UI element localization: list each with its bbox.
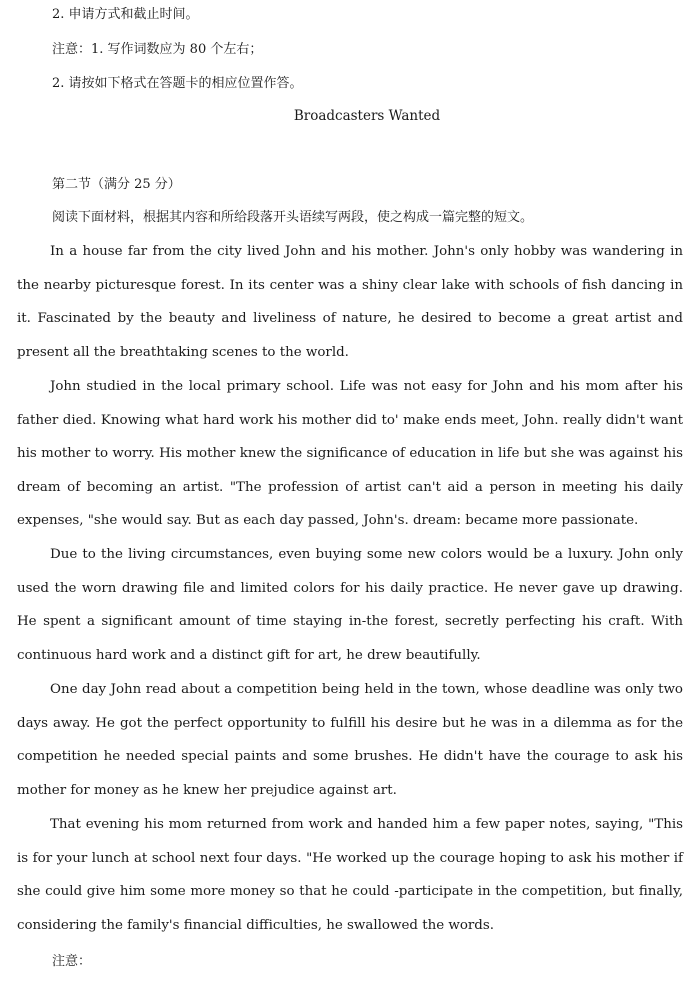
answer-format-notice: 2. 请按如下格式在答题卡的相应位置作答。: [52, 76, 303, 91]
footer-notice: 注意：: [52, 954, 92, 969]
application-method-item: 2. 申请方式和截止时间。: [52, 7, 199, 22]
story-paragraph-5: That evening his mom returned from work and handed him a few paper notes, saying, "This is for your lunch at school next four days. "He worked up the courage hoping to ask his mother if she could give him some more money so that he could -participate in the competition, but finally, considering the family's financial difficulties, he swallowed the words.: [17, 817, 683, 933]
story-paragraph-2: John studied in the local primary school. Life was not easy for John and his mom after his father died. Knowing what hard work his mother did to' make ends meet, John. really didn't want his mother to worry. His mother knew the significance of education in life but she was against his dream of becoming an artist. "The profession of artist can't aid a person in meeting his daily expenses, "she would say. But as each day passed, John's. dream: became more passionate.: [17, 379, 683, 529]
section-instruction: 阅读下面材料，根据其内容和所给段落开头语续写两段，使之构成一篇完整的短文。: [52, 210, 534, 225]
writing-title: Broadcasters Wanted: [293, 108, 441, 124]
section-heading: 第二节（满分 25 分）: [52, 177, 181, 192]
word-count-notice: 注意：1. 写作词数应为 80 个左右；: [52, 42, 263, 57]
story-paragraph-3: Due to the living circumstances, even buying some new colors would be a luxury. John only used the worn drawing file and limited colors for his daily practice. He never gave up drawing. He spent a significant amount of time staying in-the forest, secretly perfecting his craft. With continuous hard work and a distinct gift for art, he drew beautifully.: [17, 547, 683, 663]
story-paragraph-4: One day John read about a competition being held in the town, whose deadline was only two days away. He got the perfect opportunity to fulfill his desire but he was in a dilemma as for the competition he needed special paints and some brushes. He didn't have the courage to ask his mother for money as he knew her prejudice against art.: [17, 682, 683, 798]
story-paragraph-1: In a house far from the city lived John and his mother. John's only hobby was wandering in the nearby picturesque forest. In its center was a shiny clear lake with schools of fish dancing in it. Fascinated by the beauty and liveliness of nature, he desired to become a great artist and present all the breathtaking scenes to the world.: [17, 244, 683, 360]
